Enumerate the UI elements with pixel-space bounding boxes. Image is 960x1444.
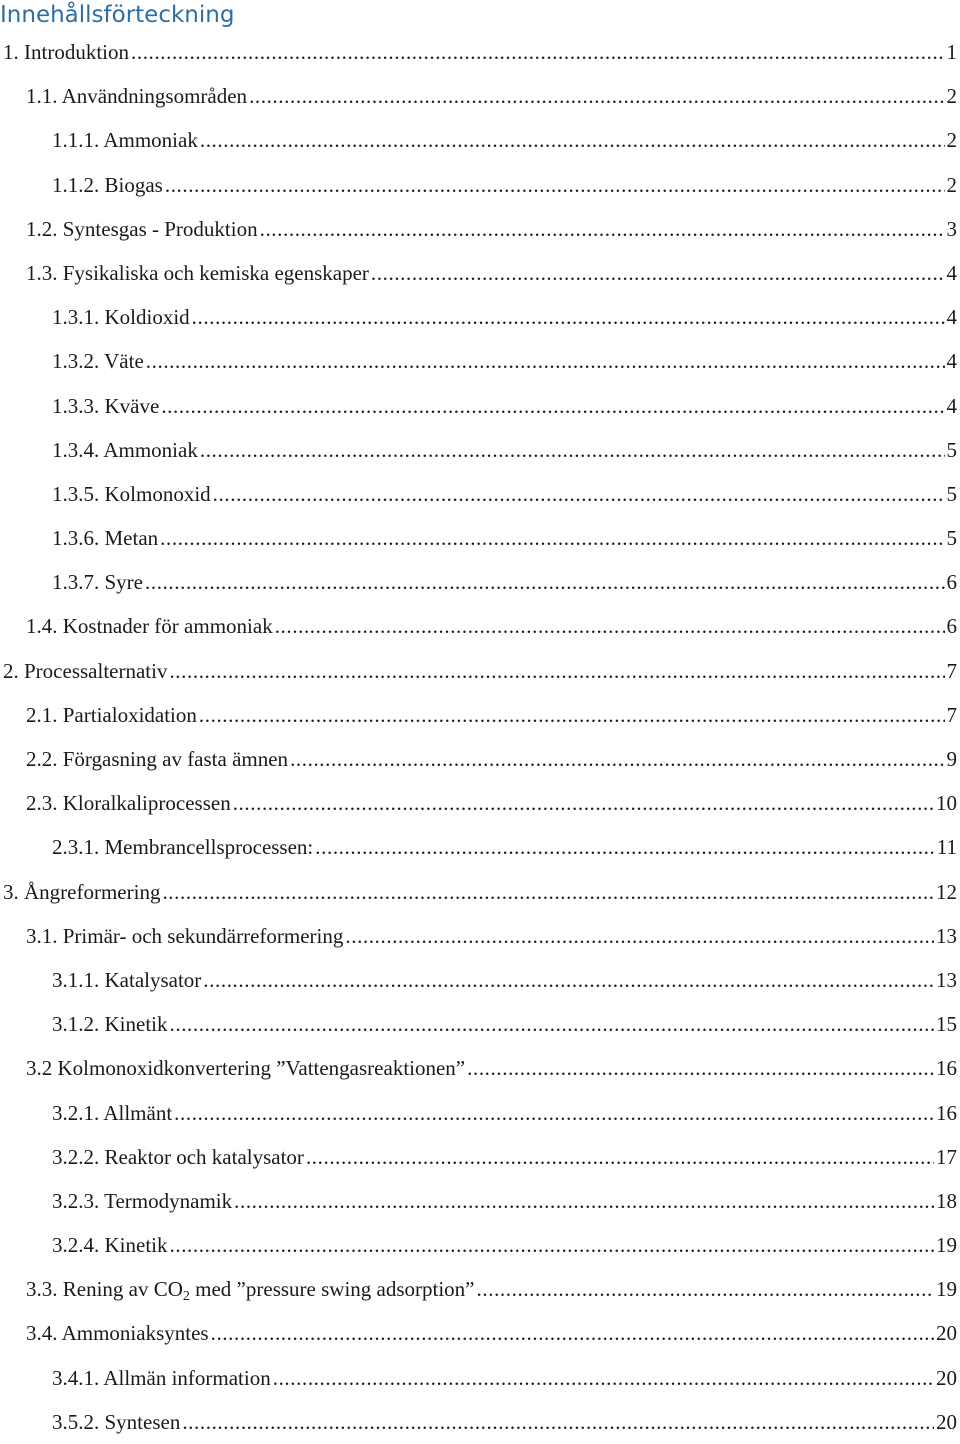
toc-entry-title-text: 3.1. Primär- och sekundärreformering (26, 923, 344, 948)
toc-entry-title-text: 2.3.1. Membrancellsprocessen: (52, 835, 314, 860)
toc-entry-title (52, 958, 201, 1002)
toc-page-number: 20 (936, 1365, 957, 1390)
toc-entry-title (3, 870, 160, 914)
toc-leader-dots (260, 207, 945, 251)
toc-entry-title (26, 251, 369, 295)
toc-leader-dots (200, 118, 945, 162)
toc-entry-title-text: 3.3. Rening av CO (26, 1277, 183, 1302)
toc-page-number: 13 (936, 923, 957, 948)
toc-page-number: 2 (946, 172, 957, 197)
toc-page-number: 11 (936, 835, 957, 860)
toc-leader-dots (234, 1179, 934, 1223)
toc-entry-title-text: 1.2. Syntesgas - Produktion (26, 216, 258, 241)
toc-entry-title-text: 1.3.6. Metan (52, 526, 159, 551)
toc-page-number: 19 (936, 1277, 957, 1302)
toc-leader-dots (467, 1046, 934, 1090)
toc-entry-title-text: 3.2.1. Allmänt (52, 1100, 173, 1125)
toc-entry[interactable] (0, 74, 960, 118)
toc-entry[interactable] (0, 560, 960, 604)
toc-entry-title (26, 74, 247, 118)
toc-entry[interactable] (0, 825, 960, 869)
toc-entry[interactable] (0, 251, 960, 295)
toc-entry[interactable] (0, 1267, 960, 1311)
toc-entry-title (52, 1179, 232, 1223)
toc-entry[interactable] (0, 339, 960, 383)
toc-entry-title-text: 1.4. Kostnader för ammoniak (26, 614, 273, 639)
toc-entry-title (52, 295, 190, 339)
toc-entry[interactable] (0, 163, 960, 207)
toc-entry[interactable] (0, 1002, 960, 1046)
toc-entry[interactable] (0, 604, 960, 648)
toc-entry-title (26, 693, 197, 737)
toc-page-number: 4 (946, 393, 957, 418)
toc-entry-title (52, 118, 198, 162)
toc-entry[interactable] (0, 118, 960, 162)
toc-entry-title-text: med ”pressure swing adsorption” (189, 1277, 475, 1302)
toc-entry[interactable] (0, 649, 960, 693)
toc-page-number: 13 (936, 967, 957, 992)
toc-entry[interactable] (0, 1179, 960, 1223)
toc-entry[interactable] (0, 781, 960, 825)
toc-entry[interactable] (0, 1311, 960, 1355)
toc-leader-dots (315, 825, 935, 869)
toc-page-number: 19 (936, 1233, 957, 1258)
toc-entry-title-text: 3.2 Kolmonoxidkonvertering ”Vattengasreaktionen” (26, 1056, 466, 1081)
toc-entry-title-text: 2.3. Kloralkaliprocessen (26, 791, 231, 816)
toc-page-number: 7 (946, 702, 957, 727)
toc-page-number: 2 (946, 128, 957, 153)
toc-leader-dots (345, 914, 934, 958)
toc-entry[interactable] (0, 516, 960, 560)
toc-list (0, 30, 960, 1444)
toc-page-number: 5 (946, 437, 957, 462)
toc-entry[interactable] (0, 384, 960, 428)
toc-entry-title-text: 1.3.7. Syre (52, 570, 143, 595)
toc-entry-title-text: 3.2.3. Termodynamik (52, 1188, 233, 1213)
toc-entry[interactable] (0, 693, 960, 737)
toc-leader-dots (146, 339, 945, 383)
toc-leader-dots (169, 649, 944, 693)
toc-entry-title (52, 472, 211, 516)
toc-entry-title-text: 1.3.3. Kväve (52, 393, 160, 418)
toc-leader-dots (249, 74, 944, 118)
toc-entry-title-text: 1.1.1. Ammoniak (52, 128, 198, 153)
toc-page-number: 5 (946, 481, 957, 506)
toc-entry-title (52, 1135, 304, 1179)
toc-leader-dots (161, 384, 944, 428)
toc-entry[interactable] (0, 870, 960, 914)
toc-entry-title (52, 384, 159, 428)
toc-heading: Innehållsförteckning (0, 2, 235, 28)
toc-leader-dots (211, 1311, 934, 1355)
toc-entry-title (3, 30, 129, 74)
toc-entry-title (52, 163, 163, 207)
toc-page-number: 18 (936, 1188, 957, 1213)
toc-entry-title-text: 3.1.1. Katalysator (52, 967, 202, 992)
toc-entry-subscript: 2 (182, 1289, 190, 1305)
toc-page-number: 20 (936, 1321, 957, 1346)
toc-entry-title-text: 3.5.2. Syntesen (52, 1409, 181, 1434)
toc-entry[interactable] (0, 207, 960, 251)
toc-entry-title (3, 649, 167, 693)
toc-entry-title (26, 604, 273, 648)
toc-leader-dots (174, 1091, 934, 1135)
toc-leader-dots (192, 295, 945, 339)
toc-entry-title-text: 1.1. Användningsområden (26, 84, 248, 109)
toc-entry[interactable] (0, 1223, 960, 1267)
toc-entry-title (26, 781, 231, 825)
toc-entry-title-text: 1.1.2. Biogas (52, 172, 163, 197)
toc-page-number: 6 (946, 570, 957, 595)
toc-leader-dots (182, 1400, 934, 1444)
toc-entry-title (52, 1356, 271, 1400)
toc-leader-dots (213, 472, 945, 516)
toc-leader-dots (162, 870, 934, 914)
toc-entry-title-text: 2. Processalternativ (3, 658, 168, 683)
toc-leader-dots (160, 516, 944, 560)
toc-entry-title (52, 428, 198, 472)
toc-entry-title (52, 1002, 168, 1046)
toc-entry[interactable] (0, 1356, 960, 1400)
toc-leader-dots (275, 604, 945, 648)
toc-entry[interactable] (0, 295, 960, 339)
toc-page-number: 4 (946, 305, 957, 330)
toc-leader-dots (165, 163, 945, 207)
toc-entry-title-text: 2.1. Partialoxidation (26, 702, 197, 727)
toc-page-number: 1 (946, 40, 957, 64)
toc-entry-title-text: 1.3.1. Koldioxid (52, 305, 190, 330)
toc-leader-dots (199, 693, 945, 737)
toc-entry[interactable] (0, 1091, 960, 1135)
toc-entry-title (52, 560, 143, 604)
toc-page-number: 4 (946, 349, 957, 374)
toc-page-number: 3 (946, 216, 957, 241)
toc-entry[interactable] (0, 1046, 960, 1090)
toc-entry-title-text: 3.4.1. Allmän information (52, 1365, 271, 1390)
toc-leader-dots (371, 251, 945, 295)
toc-entry[interactable] (0, 472, 960, 516)
toc-leader-dots (273, 1356, 934, 1400)
toc-leader-dots (233, 781, 934, 825)
toc-entry-title-text: 3. Ångreformering (3, 879, 161, 904)
toc-page-number: 10 (936, 791, 957, 816)
toc-leader-dots (477, 1267, 934, 1311)
toc-entry[interactable] (0, 737, 960, 781)
toc-page-number: 15 (936, 1012, 957, 1037)
toc-entry-title-text: 1.3.5. Kolmonoxid (52, 481, 211, 506)
toc-page-number: 20 (936, 1409, 957, 1434)
toc-entry-title-text: 1. Introduktion (3, 40, 129, 64)
toc-page-number: 2 (946, 84, 957, 109)
toc-page-number: 4 (946, 260, 957, 285)
toc-page-number: 16 (936, 1100, 957, 1125)
toc-leader-dots (203, 958, 934, 1002)
toc-entry-title-text: 3.2.4. Kinetik (52, 1233, 168, 1258)
toc-page-number: 7 (946, 658, 957, 683)
toc-entry-title (26, 207, 258, 251)
toc-entry[interactable] (0, 30, 960, 74)
toc-entry[interactable] (0, 1400, 960, 1444)
toc-entry-title-text: 3.4. Ammoniaksyntes (26, 1321, 209, 1346)
toc-entry-title-text: 1.3.2. Väte (52, 349, 144, 374)
toc-entry-title (52, 1400, 180, 1444)
toc-entry-title (52, 516, 158, 560)
toc-entry-title (26, 1267, 475, 1311)
toc-leader-dots (200, 428, 945, 472)
toc-entry-title-text: 1.3. Fysikaliska och kemiska egenskaper (26, 260, 369, 285)
toc-entry-title (52, 1223, 168, 1267)
toc-entry[interactable] (0, 958, 960, 1002)
toc-leader-dots (290, 737, 944, 781)
toc-leader-dots (170, 1002, 935, 1046)
toc-page-number: 17 (936, 1144, 957, 1169)
toc-entry-title-text: 3.2.2. Reaktor och katalysator (52, 1144, 304, 1169)
toc-leader-dots (170, 1223, 935, 1267)
toc-page-number: 12 (936, 879, 957, 904)
toc-leader-dots (131, 30, 945, 74)
toc-entry-title (26, 914, 343, 958)
toc-entry-title (52, 825, 313, 869)
toc-entry[interactable] (0, 428, 960, 472)
toc-page-number: 9 (946, 747, 957, 771)
toc-leader-dots (145, 560, 945, 604)
toc-page-number: 6 (946, 614, 957, 639)
toc-entry-title-text: 1.3.4. Ammoniak (52, 437, 198, 462)
toc-leader-dots (306, 1135, 934, 1179)
toc-entry[interactable] (0, 914, 960, 958)
toc-entry-title (26, 1046, 465, 1090)
toc-entry-title (26, 1311, 209, 1355)
toc-entry-title (26, 737, 288, 781)
toc-entry-title (52, 1091, 172, 1135)
toc-page-number: 5 (946, 526, 957, 551)
toc-entry-title (52, 339, 144, 383)
toc-entry-title-text: 3.1.2. Kinetik (52, 1012, 168, 1037)
toc-page-number: 16 (936, 1056, 957, 1081)
toc-entry[interactable] (0, 1135, 960, 1179)
toc-entry-title-text: 2.2. Förgasning av fasta ämnen (26, 747, 289, 771)
